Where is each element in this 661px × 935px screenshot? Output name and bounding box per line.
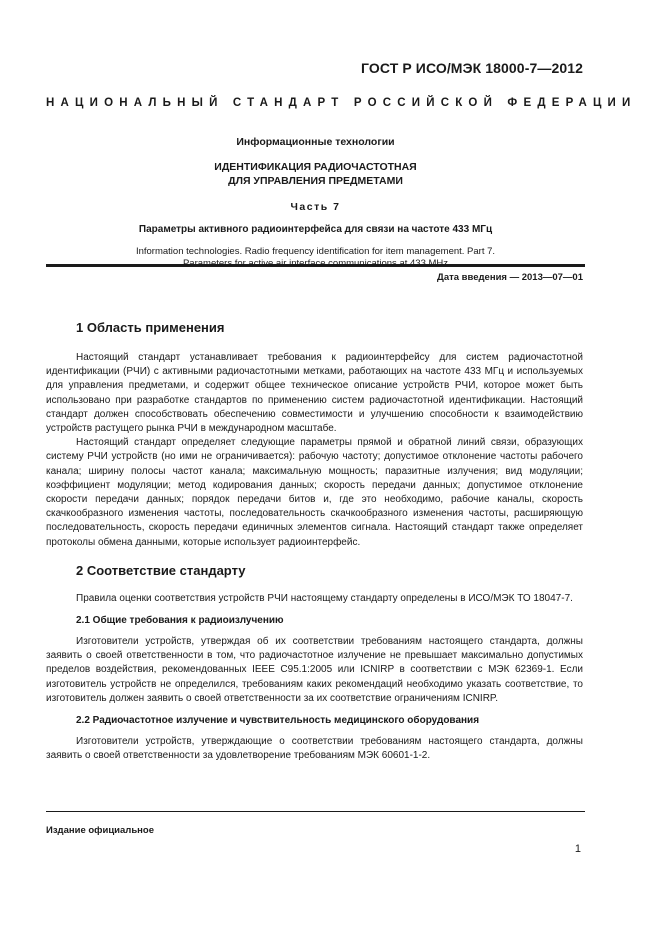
english-title-line1: Information technologies. Radio frequency identification for item management. Part 7. bbox=[135, 246, 496, 257]
main-title bbox=[46, 160, 585, 188]
section-1-paragraph-1: Настоящий стандарт устанавливает требования к радиоинтерфейсу для систем радиочастотной идентификации (РЧИ) с активными радиочастотными метками, работающих на частоте 433 МГц и используемых для управления предметами, и содержит общее техническое описание устройств РЧИ, которое может быть использовано при разработке стандартов по применению систем радиочастотной идентификации. Настоящий стандарт должен способствовать обеспечению совместимости и улучшению способности к взаимодействию устройств растущего рынка РЧИ в международном масштабе. bbox=[46, 352, 583, 435]
main-title-line1: ИДЕНТИФИКАЦИЯ РАДИОЧАСТОТНАЯ bbox=[214, 161, 417, 173]
section-2-1-heading: 2.1 Общие требования к радиоизлучению bbox=[76, 615, 284, 627]
section-2-paragraph-1: Правила оценки соответствия устройств РЧИ настоящему стандарту определены в ИСО/МЭК ТО 18047-7. bbox=[76, 592, 573, 604]
section-2-2-paragraph: Изготовители устройств, утверждающие о соответствии требованиям настоящего стандарта, должны заявить о своей ответственности за удовлетворение требованиям МЭК 60601-1-2. bbox=[46, 736, 583, 762]
title-block bbox=[46, 136, 585, 270]
page-number: 1 bbox=[574, 843, 581, 855]
section-1-paragraph-2: Настоящий стандарт определяет следующие параметры прямой и обратной линий связи, образующих систему РЧИ устройств (но ими не ограничивается): рабочую частоту; допустимое отклонение частоты рабочего канала; ширину полосы частот канала; максимальную мощность; паразитные излучения; вид модуляции; коэффициент модуляции; метод кодирования данных; скорость передачи данных; допустимое отклонение скорости передачи данных; порядок передачи битов и, где это необходимо, рабочие каналы, скорость скачкообразного изменения частоты, последовательность скачкообразного изменения частоты, расширяющую последовательность, скорость передачи единичных элементов сигнала. Настоящий стандарт также определяет протоколы обмена данными, которые использует радиоинтерфейс. bbox=[46, 437, 583, 548]
subject-title: Информационные технологии bbox=[236, 136, 395, 148]
introduction-date: Дата введения — 2013—07—01 bbox=[437, 272, 583, 283]
section-2-2-heading: 2.2 Радиочастотное излучение и чувствительность медицинского оборудования bbox=[76, 715, 480, 727]
main-title-line2: ДЛЯ УПРАВЛЕНИЯ ПРЕДМЕТАМИ bbox=[228, 175, 403, 187]
section-2-1-paragraph: Изготовители устройств, утверждая об их соответствии требованиям настоящего стандарта, должны заявить о своей ответственности в том, что радиочастотное излучение не превышает максимально допустимых пределов воздействия, рекомендованных IEEE C95.1:2005 или ICNIRP в соответствии с МЭК 62369-1. Если изготовитель устройств не определился, требованиям каких рекомендаций необходимо указать соответствие, то изготовитель должен заявить о своей ответственности за их соответствие ограничениям ICNIRP. bbox=[46, 636, 583, 704]
body-content bbox=[46, 320, 583, 763]
part-title: Параметры активного радиоинтерфейса для связи на частоте 433 МГц bbox=[138, 224, 493, 235]
national-standard-heading: НАЦИОНАЛЬНЫЙ СТАНДАРТ РОССИЙСКОЙ ФЕДЕРАЦИИ bbox=[46, 97, 637, 109]
title-divider bbox=[46, 264, 585, 267]
document-code: ГОСТ Р ИСО/МЭК 18000-7—2012 bbox=[361, 60, 583, 76]
section-2-heading: 2 Соответствие стандарту bbox=[76, 562, 246, 578]
edition-label: Издание официальное bbox=[46, 825, 154, 836]
part-label: Часть 7 bbox=[290, 201, 341, 213]
footer-divider bbox=[46, 811, 585, 812]
section-1-heading: 1 Область применения bbox=[76, 320, 225, 335]
